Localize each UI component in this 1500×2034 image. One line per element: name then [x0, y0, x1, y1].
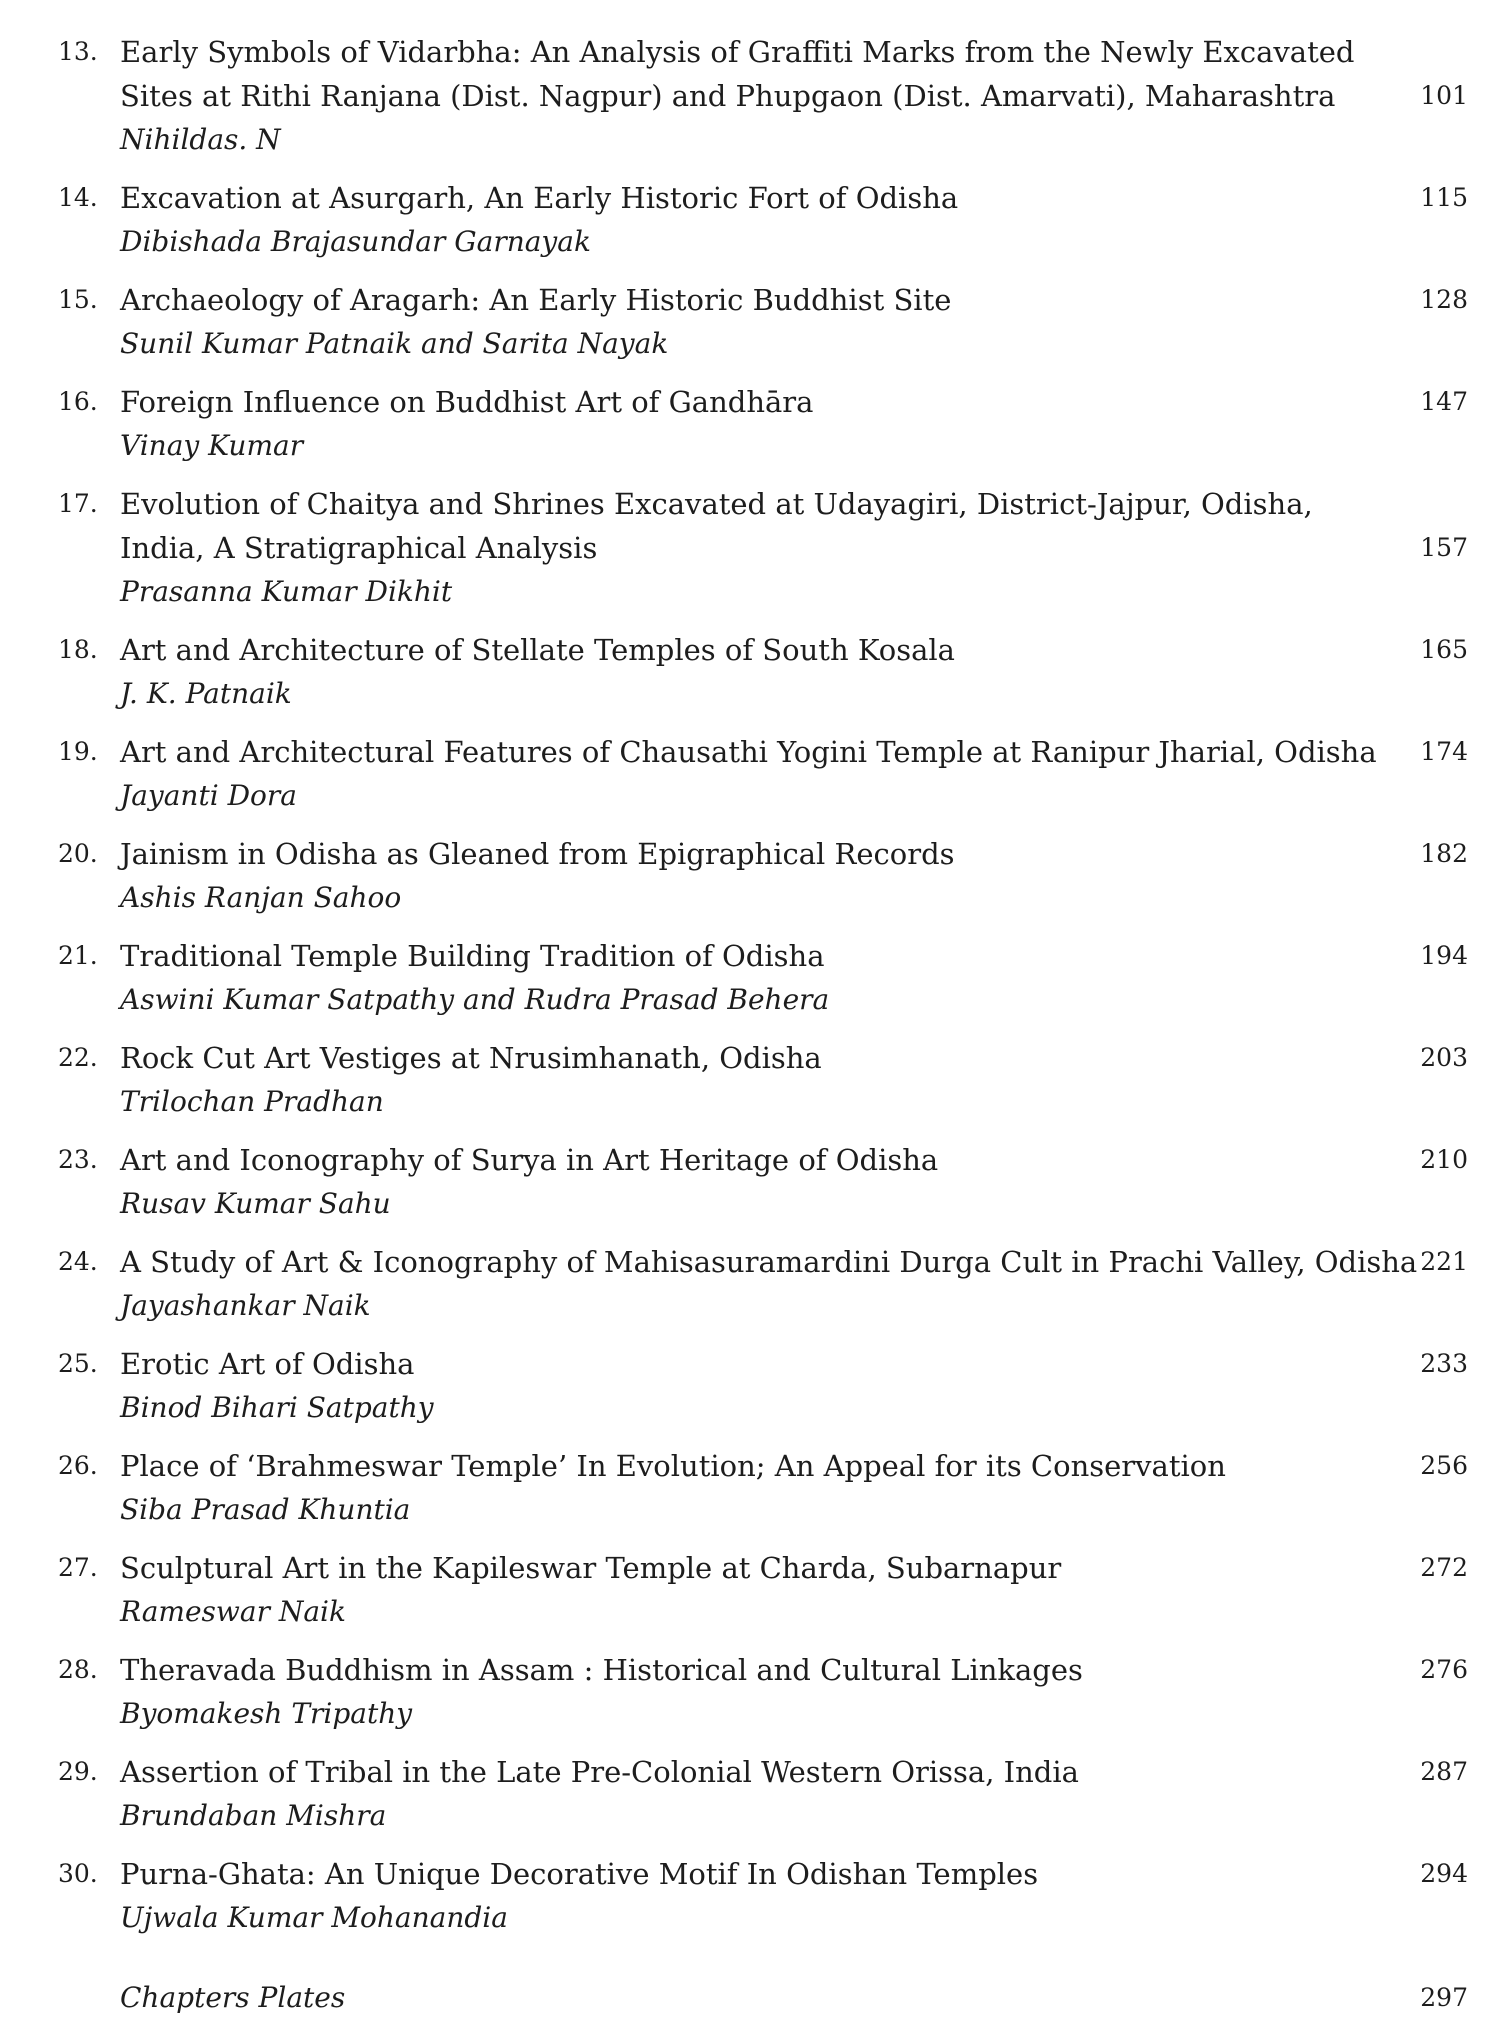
entry-title: Assertion of Tribal in the Late Pre-Colonial Western Orissa, India — [120, 1755, 1079, 1789]
toc-entry[interactable] — [58, 1546, 1468, 1634]
toc-entry[interactable] — [58, 482, 1468, 614]
entry-author: Binod Bihari Satpathy — [120, 1391, 434, 1424]
entry-author: Rameswar Naik — [120, 1595, 346, 1628]
toc-entry[interactable] — [58, 1240, 1468, 1328]
entry-body — [120, 1342, 1388, 1430]
entry-title: Early Symbols of Vidarbha: An Analysis of Graffiti Marks from the Newly Excavated — [120, 35, 1355, 69]
entry-title: Place of ‘Brahmeswar Temple’ In Evolution; An Appeal for its Conservation — [120, 1449, 1226, 1483]
entry-body — [120, 832, 1388, 920]
entry-page-number: 203 — [1420, 1043, 1468, 1072]
entry-page-number: 272 — [1420, 1553, 1468, 1582]
entry-author: Aswini Kumar Satpathy and Rudra Prasad Behera — [120, 983, 830, 1016]
entry-page-number: 174 — [1420, 737, 1468, 766]
entry-number: 26. — [58, 1451, 98, 1480]
entry-body — [120, 1138, 1388, 1226]
toc-entry[interactable] — [58, 1138, 1468, 1226]
toc-entry[interactable] — [58, 1444, 1468, 1532]
toc-entry[interactable] — [58, 628, 1468, 716]
entry-number: 20. — [58, 839, 98, 868]
entry-title: Jainism in Odisha as Gleaned from Epigraphical Records — [120, 837, 955, 871]
entry-page-number: 115 — [1420, 183, 1468, 212]
entry-number: 23. — [58, 1145, 98, 1174]
entry-author: Byomakesh Tripathy — [120, 1697, 413, 1730]
entry-page-number: 297 — [1420, 1983, 1468, 2012]
toc-entry[interactable] — [58, 278, 1468, 366]
entry-page-number: 233 — [1420, 1349, 1468, 1378]
entry-body — [120, 730, 1388, 818]
entry-body — [120, 176, 1388, 264]
toc-entry[interactable] — [58, 730, 1468, 818]
toc-entry[interactable] — [58, 1036, 1468, 1124]
entry-page-number: 101 — [1420, 81, 1468, 110]
entry-title: Art and Iconography of Surya in Art Heritage of Odisha — [120, 1143, 939, 1177]
table-of-contents — [58, 30, 1468, 2034]
entry-body — [120, 1444, 1388, 1532]
toc-entry[interactable] — [58, 1750, 1468, 1838]
entry-author: Nihildas. N — [120, 123, 281, 156]
entry-title: Excavation at Asurgarh, An Early Historic Fort of Odisha — [120, 181, 959, 215]
entry-number: 28. — [58, 1655, 98, 1684]
entry-page-number: 294 — [1420, 1859, 1468, 1888]
entry-number: 17. — [58, 489, 98, 518]
entry-title: Purna-Ghata: An Unique Decorative Motif In Odishan Temples — [120, 1857, 1039, 1891]
entry-number: 22. — [58, 1043, 98, 1072]
entry-page-number: 194 — [1420, 941, 1468, 970]
toc-entry[interactable] — [58, 1342, 1468, 1430]
entry-body — [120, 30, 1388, 162]
entry-author: Ashis Ranjan Sahoo — [120, 881, 402, 914]
entry-number: 16. — [58, 387, 98, 416]
toc-entry[interactable] — [58, 934, 1468, 1022]
entry-title: Traditional Temple Building Tradition of Odisha — [120, 939, 825, 973]
entry-title: India, A Stratigraphical Analysis — [120, 531, 598, 565]
entry-body — [120, 934, 1388, 1022]
entry-title: Theravada Buddhism in Assam : Historical and Cultural Linkages — [120, 1653, 1083, 1687]
entry-number: 27. — [58, 1553, 98, 1582]
entry-author: J. K. Patnaik — [120, 677, 292, 710]
entry-number: 18. — [58, 635, 98, 664]
entry-author: Trilochan Pradhan — [120, 1085, 384, 1118]
entry-body — [120, 1036, 1388, 1124]
entry-number: 14. — [58, 183, 98, 212]
entry-number: 24. — [58, 1247, 98, 1276]
entry-author: Ujwala Kumar Mohanandia — [120, 1901, 508, 1934]
entry-number: 30. — [58, 1859, 98, 1888]
entry-author: Siba Prasad Khuntia — [120, 1493, 411, 1526]
entry-page-number: 221 — [1420, 1247, 1468, 1276]
entry-number: 25. — [58, 1349, 98, 1378]
entry-author: Jayashankar Naik — [120, 1289, 371, 1322]
entry-body — [120, 1648, 1388, 1736]
entry-title: Sculptural Art in the Kapileswar Temple at Charda, Subarnapur — [120, 1551, 1062, 1585]
entry-body — [120, 1546, 1388, 1634]
entry-page-number: 276 — [1420, 1655, 1468, 1684]
entry-page-number: 157 — [1420, 533, 1468, 562]
entry-number: 29. — [58, 1757, 98, 1786]
entry-page-number: 147 — [1420, 387, 1468, 416]
entry-author: Prasanna Kumar Dikhit — [120, 575, 453, 608]
entry-page-number: 182 — [1420, 839, 1468, 868]
plates-label: Chapters Plates — [120, 1981, 346, 2014]
entry-title: Art and Architecture of Stellate Temples of South Kosala — [120, 633, 955, 667]
entry-page-number: 165 — [1420, 635, 1468, 664]
entry-body — [120, 1240, 1418, 1328]
entry-body — [120, 482, 1388, 614]
entry-body — [120, 1750, 1388, 1838]
entry-author: Rusav Kumar Sahu — [120, 1187, 391, 1220]
entry-page-number: 256 — [1420, 1451, 1468, 1480]
entry-author: Brundaban Mishra — [120, 1799, 387, 1832]
entry-page-number: 128 — [1420, 285, 1468, 314]
entry-title: Foreign Influence on Buddhist Art of Gandhāra — [120, 385, 814, 419]
entry-title: A Study of Art & Iconography of Mahisasuramardini Durga Cult in Prachi Valley, Odisha — [120, 1245, 1418, 1279]
entry-title: Sites at Rithi Ranjana (Dist. Nagpur) and Phupgaon (Dist. Amarvati), Maharashtra — [120, 79, 1336, 113]
entry-title: Evolution of Chaitya and Shrines Excavated at Udayagiri, District-Jajpur, Odisha, — [120, 487, 1313, 521]
entry-title: Rock Cut Art Vestiges at Nrusimhanath, Odisha — [120, 1041, 822, 1075]
entry-author: Jayanti Dora — [120, 779, 297, 812]
toc-entry[interactable] — [58, 1852, 1468, 1940]
entry-body — [120, 380, 1388, 468]
entry-body — [120, 1976, 1388, 2020]
entry-author: Vinay Kumar — [120, 429, 304, 462]
entry-title: Art and Architectural Features of Chausathi Yogini Temple at Ranipur Jharial, Odisha — [120, 735, 1377, 769]
entry-page-number: 287 — [1420, 1757, 1468, 1786]
entry-body — [120, 1852, 1388, 1940]
entry-number: 21. — [58, 941, 98, 970]
entry-number: 19. — [58, 737, 98, 766]
entry-title: Archaeology of Aragarh: An Early Historic Buddhist Site — [120, 283, 952, 317]
entry-author: Sunil Kumar Patnaik and Sarita Nayak — [120, 327, 669, 360]
toc-entry-plates[interactable] — [58, 1976, 1468, 2020]
entry-title: Erotic Art of Odisha — [120, 1347, 415, 1381]
entry-page-number: 210 — [1420, 1145, 1468, 1174]
entry-number: 13. — [58, 37, 98, 66]
toc-entry[interactable] — [58, 176, 1468, 264]
toc-entry[interactable] — [58, 380, 1468, 468]
toc-entry[interactable] — [58, 832, 1468, 920]
toc-entry[interactable] — [58, 30, 1468, 162]
entry-number: 15. — [58, 285, 98, 314]
entry-body — [120, 628, 1388, 716]
entry-author: Dibishada Brajasundar Garnayak — [120, 225, 591, 258]
toc-entry[interactable] — [58, 1648, 1468, 1736]
entry-body — [120, 278, 1388, 366]
